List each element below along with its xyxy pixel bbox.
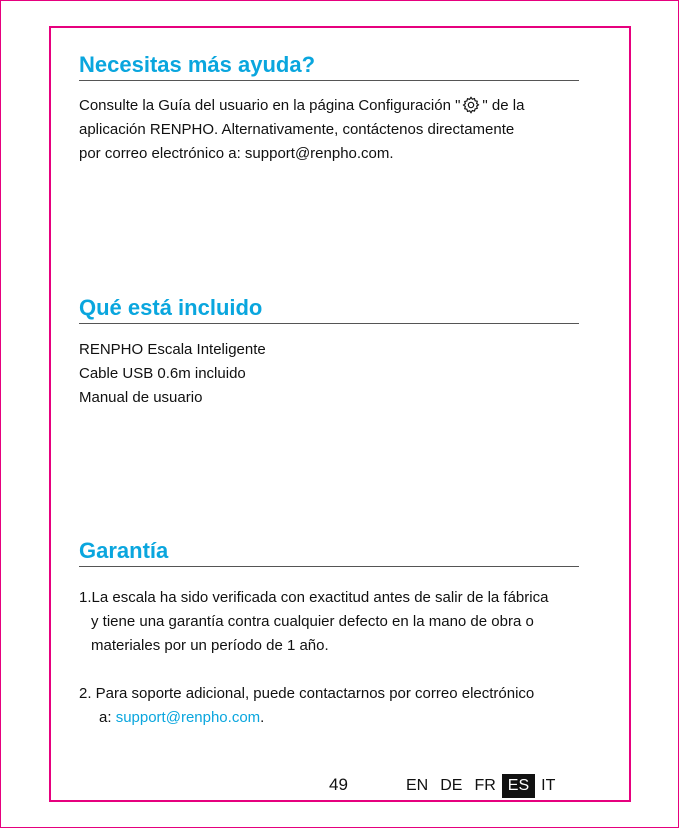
warranty-item-1 — [79, 586, 609, 658]
help-section-title: Necesitas más ayuda? — [79, 52, 579, 81]
help-line-1: Consulte la Guía del usuario en la página Configuración " " de la — [79, 97, 525, 114]
warranty-section-title: Garantía — [79, 538, 579, 567]
language-es[interactable]: ES — [502, 774, 535, 798]
included-list — [79, 338, 609, 410]
language-selector — [400, 774, 561, 798]
warranty-item-2 — [79, 682, 609, 730]
language-fr[interactable]: FR — [474, 777, 496, 794]
list-item: RENPHO Escala Inteligente — [79, 341, 266, 358]
list-item: Manual de usuario — [79, 389, 203, 406]
gear-icon — [461, 95, 481, 115]
included-section-title: Qué está incluido — [79, 295, 579, 324]
language-en[interactable]: EN — [406, 777, 429, 794]
warranty-item-2-contact: a: support@renpho.com. — [99, 709, 265, 726]
help-line-3: por correo electrónico a: support@renpho.com. — [79, 145, 394, 162]
help-paragraph — [79, 94, 609, 166]
language-it[interactable]: IT — [541, 777, 556, 794]
list-item: Cable USB 0.6m incluido — [79, 365, 246, 382]
language-de[interactable]: DE — [440, 777, 463, 794]
warranty-item-1-line: 1.La escala ha sido verificada con exactitud antes de salir de la fábrica — [79, 589, 549, 606]
help-line-2: aplicación RENPHO. Alternativamente, contáctenos directamente — [79, 121, 515, 138]
warranty-item-1-line: materiales por un período de 1 año. — [91, 637, 329, 654]
page-number: 49 — [329, 775, 348, 794]
warranty-item-1-line: y tiene una garantía contra cualquier defecto en la mano de obra o — [91, 613, 534, 630]
warranty-item-2-line: 2. Para soporte adicional, puede contactarnos por correo electrónico — [79, 685, 535, 702]
support-email-link[interactable]: support@renpho.com — [115, 709, 261, 726]
